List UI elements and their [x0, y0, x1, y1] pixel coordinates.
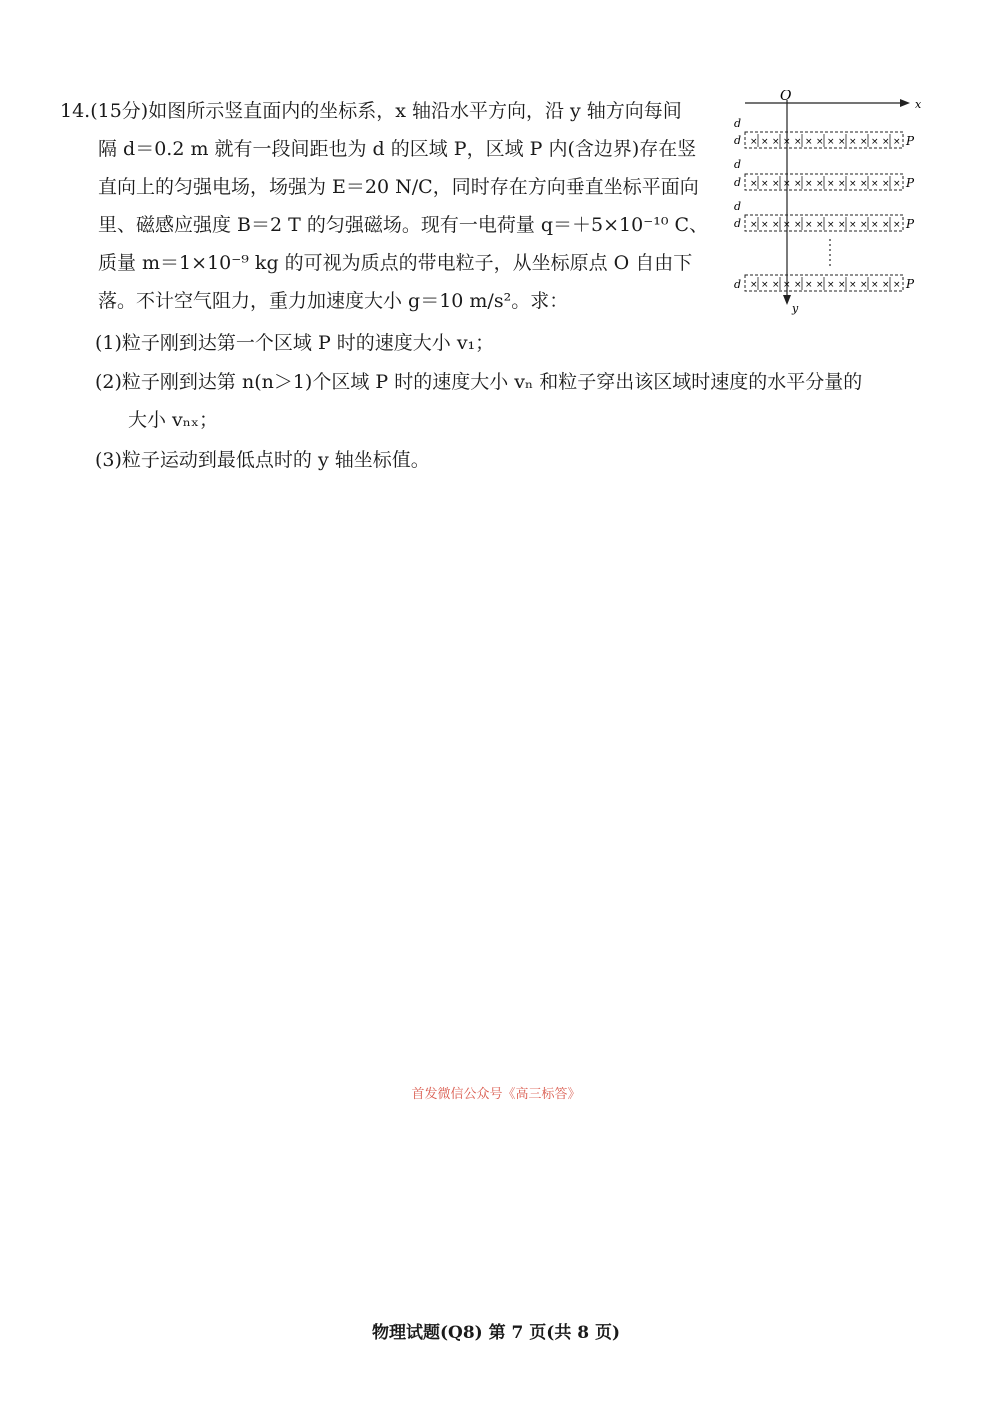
magnetic-field-x-mark: ×	[783, 179, 791, 189]
magnetic-field-x-mark: ×	[893, 137, 901, 147]
gap-label: d	[734, 158, 742, 171]
magnetic-field-x-mark: ×	[882, 137, 890, 147]
magnetic-field-x-mark: ×	[827, 220, 835, 230]
region-label: P	[906, 176, 915, 190]
magnetic-field-x-mark: ×	[772, 137, 780, 147]
magnetic-field-x-mark: ×	[783, 220, 791, 230]
field-markers	[750, 134, 901, 290]
magnetic-field-x-mark: ×	[750, 137, 758, 147]
magnetic-field-x-mark: ×	[816, 280, 824, 290]
magnetic-field-x-mark: ×	[838, 220, 846, 230]
magnetic-field-x-mark: ×	[805, 137, 813, 147]
magnetic-field-x-mark: ×	[805, 220, 813, 230]
problem-14	[60, 92, 740, 320]
problem-line: 质量 m＝1×10⁻⁹ kg 的可视为质点的带电粒子，从坐标原点 O 自由下	[98, 252, 693, 274]
y-axis-arrow-icon	[783, 295, 791, 305]
problem-line: 直向上的匀强电场，场强为 E＝20 N/C，同时存在方向垂直坐标平面向	[98, 176, 699, 198]
magnetic-field-x-mark: ×	[794, 137, 802, 147]
region-label: P	[906, 134, 915, 148]
magnetic-field-x-mark: ×	[882, 220, 890, 230]
magnetic-field-x-mark: ×	[849, 220, 857, 230]
problem-line: 14.(15分)如图所示竖直面内的坐标系，x 轴沿水平方向，沿 y 轴方向每间	[60, 100, 682, 122]
x-axis-label: x	[915, 98, 922, 111]
magnetic-field-x-mark: ×	[882, 179, 890, 189]
question-text: (2)粒子刚到达第 n(n＞1)个区域 P 时的速度大小 vₙ 和粒子穿出该区域时速度的水平分量的	[95, 371, 863, 393]
magnetic-field-x-mark: ×	[750, 280, 758, 290]
magnetic-field-x-mark: ×	[750, 220, 758, 230]
question-2	[95, 363, 935, 439]
magnetic-field-x-mark: ×	[871, 137, 879, 147]
problem-line: 隔 d＝0.2 m 就有一段间距也为 d 的区域 P，区域 P 内(含边界)存在竖	[98, 138, 697, 160]
magnetic-field-x-mark: ×	[761, 137, 769, 147]
magnetic-field-x-mark: ×	[827, 280, 835, 290]
gap-label: d	[734, 200, 742, 213]
region-height-label: d	[734, 134, 742, 147]
magnetic-field-x-mark: ×	[893, 220, 901, 230]
watermark: 首发微信公众号《高三标答》	[411, 1087, 581, 1102]
x-axis-arrow-icon	[900, 99, 910, 107]
magnetic-field-x-mark: ×	[849, 179, 857, 189]
magnetic-field-x-mark: ×	[783, 137, 791, 147]
magnetic-field-x-mark: ×	[816, 179, 824, 189]
magnetic-field-x-mark: ×	[871, 220, 879, 230]
region-height-label: d	[734, 176, 742, 189]
magnetic-field-x-mark: ×	[772, 220, 780, 230]
region-height-label: d	[734, 278, 742, 291]
magnetic-field-x-mark: ×	[882, 280, 890, 290]
y-axis-label: y	[792, 302, 799, 315]
magnetic-field-x-mark: ×	[871, 280, 879, 290]
field-region-diagram	[730, 90, 930, 315]
page-footer: 物理试题(Q8) 第 7 页(共 8 页)	[371, 1323, 621, 1343]
magnetic-field-x-mark: ×	[761, 220, 769, 230]
magnetic-field-x-mark: ×	[860, 220, 868, 230]
magnetic-field-x-mark: ×	[849, 280, 857, 290]
magnetic-field-x-mark: ×	[794, 220, 802, 230]
magnetic-field-x-mark: ×	[827, 179, 835, 189]
magnetic-field-x-mark: ×	[860, 137, 868, 147]
region-label: P	[906, 217, 915, 231]
question-text-cont: 大小 vₙₓ；	[128, 409, 219, 431]
question-text: (1)粒子刚到达第一个区域 P 时的速度大小 v₁；	[95, 332, 495, 354]
gap-label: d	[734, 117, 742, 130]
region-height-label: d	[734, 217, 742, 230]
magnetic-field-x-mark: ×	[838, 137, 846, 147]
magnetic-field-x-mark: ×	[794, 280, 802, 290]
magnetic-field-x-mark: ×	[893, 179, 901, 189]
magnetic-field-x-mark: ×	[816, 220, 824, 230]
magnetic-field-x-mark: ×	[816, 137, 824, 147]
magnetic-field-x-mark: ×	[805, 280, 813, 290]
magnetic-field-x-mark: ×	[849, 137, 857, 147]
magnetic-field-x-mark: ×	[827, 137, 835, 147]
magnetic-field-x-mark: ×	[761, 280, 769, 290]
magnetic-field-x-mark: ×	[893, 280, 901, 290]
magnetic-field-x-mark: ×	[860, 280, 868, 290]
region-label: P	[906, 277, 915, 291]
magnetic-field-x-mark: ×	[761, 179, 769, 189]
magnetic-field-x-mark: ×	[805, 179, 813, 189]
problem-line: 落。不计空气阻力，重力加速度大小 g＝10 m/s²。求：	[98, 290, 569, 312]
magnetic-field-x-mark: ×	[772, 280, 780, 290]
magnetic-field-x-mark: ×	[794, 179, 802, 189]
magnetic-field-x-mark: ×	[750, 179, 758, 189]
magnetic-field-x-mark: ×	[783, 280, 791, 290]
magnetic-field-x-mark: ×	[871, 179, 879, 189]
question-3	[95, 441, 935, 479]
magnetic-field-x-mark: ×	[838, 179, 846, 189]
problem-line: 里、磁感应强度 B＝2 T 的匀强磁场。现有一电荷量 q＝＋5×10⁻¹⁰ C、	[98, 214, 709, 236]
origin-label: O	[780, 90, 792, 104]
question-1	[95, 324, 935, 362]
magnetic-field-x-mark: ×	[838, 280, 846, 290]
magnetic-field-x-mark: ×	[772, 179, 780, 189]
magnetic-field-x-mark: ×	[860, 179, 868, 189]
ellipsis-dots	[829, 239, 831, 266]
question-text: (3)粒子运动到最低点时的 y 轴坐标值。	[95, 449, 430, 471]
